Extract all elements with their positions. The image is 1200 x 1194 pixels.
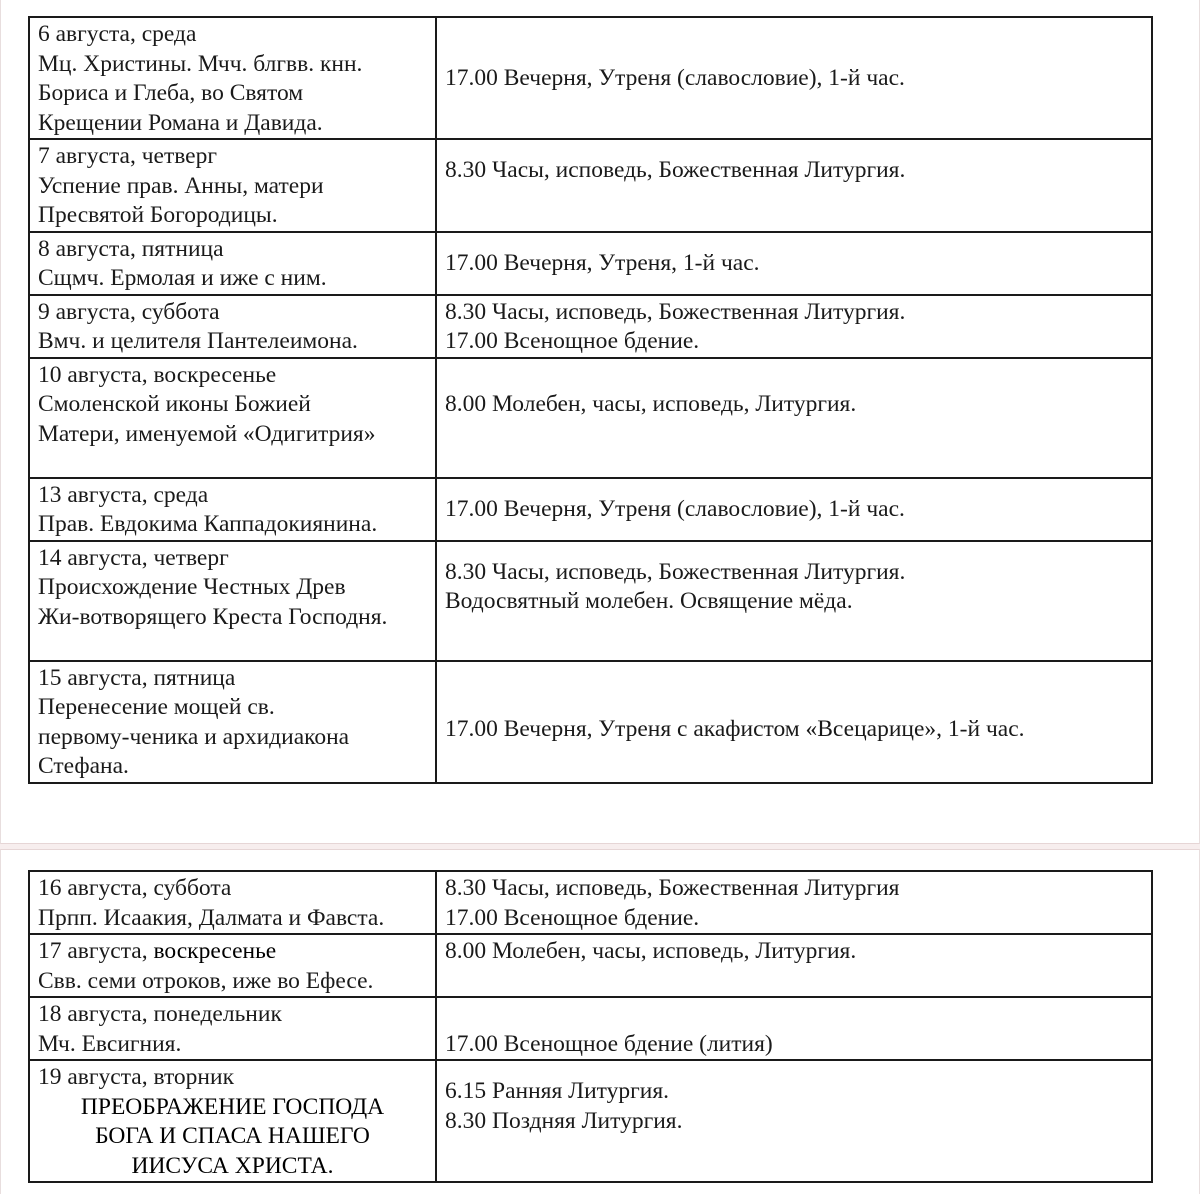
saint-line: Сщмч. Ермолая и иже с ним.	[38, 265, 327, 291]
document-page-2	[0, 849, 1200, 1194]
feast-title-line: БОГА И СПАСА НАШЕГО	[95, 1123, 370, 1149]
weekday: воскресенье	[153, 938, 277, 964]
service-cell	[436, 139, 1152, 232]
table-row	[29, 661, 1152, 783]
service-line: 8.30 Часы, исповедь, Божественная Литургия	[445, 875, 900, 901]
service-line: 17.00 Вечерня, Утреня, 1-й час.	[445, 250, 760, 277]
date-cell	[29, 871, 436, 934]
schedule-table-2	[28, 870, 1153, 1183]
date-line: 13 августа, среда	[38, 481, 209, 508]
date-cell	[29, 661, 436, 783]
date-cell	[29, 295, 436, 358]
table-row	[29, 139, 1152, 232]
date-cell	[29, 1060, 436, 1182]
date-line: 16 августа, суббота	[38, 875, 232, 901]
date-cell	[29, 358, 436, 478]
feast-title-line: ИИСУСА ХРИСТА.	[131, 1152, 334, 1179]
service-cell	[436, 478, 1152, 541]
saint-line: Успение прав. Анны, матери	[38, 172, 324, 199]
date-line: 10 августа, воскресенье	[38, 361, 277, 388]
table-row	[29, 1060, 1152, 1182]
service-cell	[436, 17, 1152, 139]
saint-line: Свв. семи отроков, иже во Ефесе.	[38, 967, 374, 994]
date-cell	[29, 17, 436, 139]
service-line: 8.30 Часы, исповедь, Божественная Литургия.	[445, 157, 906, 183]
service-line: 8.00 Молебен, часы, исповедь, Литургия.	[445, 938, 857, 964]
date-cell	[29, 997, 436, 1060]
service-line: 6.15 Ранняя Литургия.	[445, 1078, 670, 1104]
service-cell	[436, 871, 1152, 934]
saint-line: Происхождение Честных Древ	[38, 574, 346, 600]
saint-line: первому-ченика и архидиакона	[38, 723, 350, 750]
saint-line: Вмч. и целителя Пантелеимона.	[38, 328, 358, 354]
service-line: 8.30 Часы, исповедь, Божественная Литургия.	[445, 558, 906, 585]
saint-line: Прпп. Исаакия, Далмата и Фавста.	[38, 904, 385, 931]
date-line: 18 августа, понедельник	[38, 1001, 282, 1027]
date-line: 8 августа, пятница	[38, 235, 224, 262]
table-row	[29, 541, 1152, 661]
service-cell	[436, 1060, 1152, 1182]
saint-line: Смоленской иконы Божией	[38, 391, 311, 417]
service-line: 17.00 Вечерня, Утреня (славословие), 1-й час.	[445, 65, 905, 92]
service-line: 8.30 Поздняя Литургия.	[445, 1107, 683, 1134]
table-row	[29, 358, 1152, 478]
saint-line: Мч. Евсигния.	[38, 1030, 182, 1057]
saint-line: Крещении Романа и Давида.	[38, 109, 323, 136]
table-row	[29, 871, 1152, 934]
service-line: 17.00 Всенощное бдение (лития)	[445, 1030, 773, 1057]
service-cell	[436, 541, 1152, 661]
date-line: 9 августа, суббота	[38, 298, 220, 325]
saint-line: Матери, именуемой «Одигитрия»	[38, 420, 376, 447]
service-cell	[436, 661, 1152, 783]
service-line: 17.00 Вечерня, Утреня с акафистом «Всецарице», 1-й час.	[445, 715, 1025, 742]
saint-line: Стефана.	[38, 753, 129, 779]
saint-line: Перенесение мощей св.	[38, 694, 275, 720]
date-line: 19 августа, вторник	[38, 1064, 234, 1090]
saint-line: Прав. Евдокима Каппадокиянина.	[38, 511, 378, 537]
service-cell	[436, 934, 1152, 997]
table-row	[29, 997, 1152, 1060]
date-line	[38, 937, 427, 967]
service-line: 17.00 Вечерня, Утреня (славословие), 1-й час.	[445, 496, 905, 523]
service-line: 8.00 Молебен, часы, исповедь, Литургия.	[445, 390, 857, 417]
service-cell	[436, 358, 1152, 478]
service-cell	[436, 232, 1152, 295]
table-row	[29, 232, 1152, 295]
date-cell	[29, 541, 436, 661]
table-row	[29, 478, 1152, 541]
service-cell	[436, 295, 1152, 358]
service-line: Водосвятный молебен. Освящение мёда.	[445, 588, 853, 614]
table-row	[29, 17, 1152, 139]
service-cell	[436, 997, 1152, 1060]
date-line: 14 августа, четверг	[38, 544, 229, 571]
date-cell	[29, 478, 436, 541]
saint-line: Жи-вотворящего Креста Господня.	[38, 603, 388, 630]
schedule-table-1	[28, 16, 1153, 784]
date-line: 7 августа, четверг	[38, 143, 218, 169]
date-cell	[29, 139, 436, 232]
service-line: 17.00 Всенощное бдение.	[445, 328, 700, 354]
table-row	[29, 295, 1152, 358]
saint-line: Бориса и Глеба, во Святом	[38, 80, 304, 106]
feast-title-line: ПРЕОБРАЖЕНИЕ ГОСПОДА	[80, 1093, 385, 1120]
date-cell	[29, 232, 436, 295]
date-prefix: 17 августа,	[38, 938, 154, 964]
table-row	[29, 934, 1152, 997]
service-line: 8.30 Часы, исповедь, Божественная Литургия.	[445, 298, 906, 325]
date-line: 6 августа, среда	[38, 21, 197, 47]
saint-line: Мц. Христины. Мчч. блгвв. кнн.	[38, 50, 363, 77]
service-line: 17.00 Всенощное бдение.	[445, 904, 700, 931]
saint-line: Пресвятой Богородицы.	[38, 202, 278, 228]
date-line: 15 августа, пятница	[38, 664, 236, 691]
date-cell	[29, 934, 436, 997]
